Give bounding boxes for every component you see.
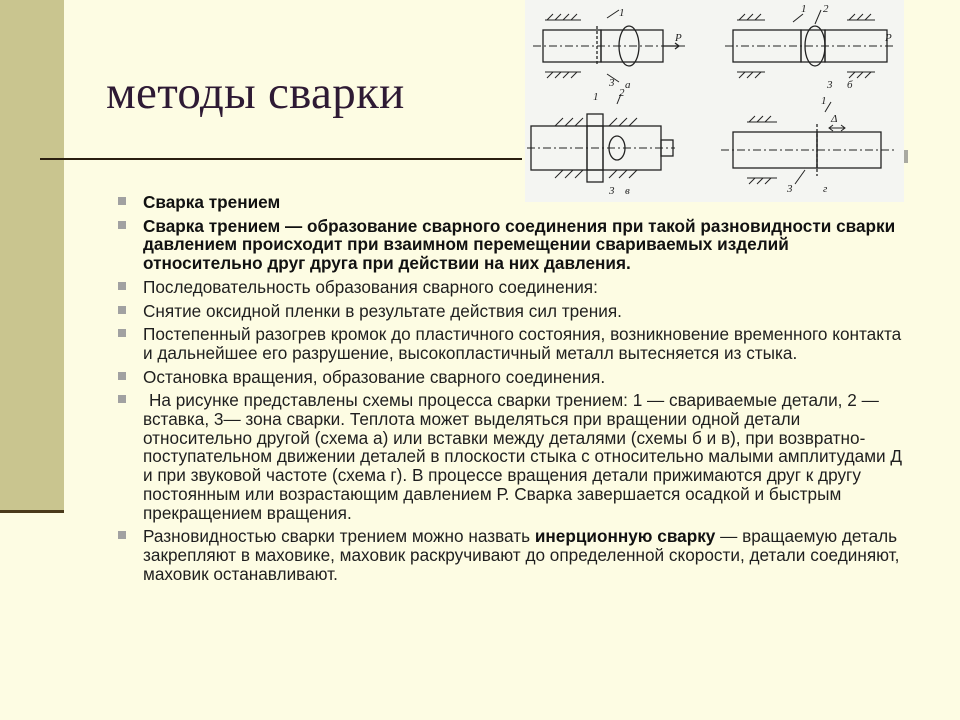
label-g-3: 3 [787, 183, 793, 195]
bullet-text: Остановка вращения, образование сварного соединения. [143, 366, 606, 387]
bullet-text: Последовательность образования сварного соединения: [143, 276, 598, 297]
bullet-text: Сварка трением — образование сварного соединения при такой разновидности сварки давлением происходит при взаимном перемещении свариваемых изделий относительно друг друга при действии на них давления. [143, 215, 896, 274]
bullet-item [118, 325, 910, 362]
bullet-item [118, 391, 910, 522]
bullet-marker [118, 329, 126, 337]
label-b-2: 2 [823, 3, 829, 15]
left-band-underline [0, 510, 64, 513]
scheme-b [725, 10, 895, 78]
bullet-item [118, 302, 910, 321]
label-a-1: 1 [619, 7, 625, 19]
label-v-2: 2 [619, 87, 625, 99]
bullet-item [118, 217, 910, 273]
bullet-text: На рисунке представлены схемы процесса сварки трением: 1 — свариваемые детали, 2 — вставка, 3— зона сварки. Теплота может выделяться при вращении одной детали относительно другой (схема а) или вставки между деталями (схемы б и в), при возвратно-поступательном движении деталей в плоскости стыка с относительно малыми амплитудами Д и при звуковой частоте (схема г). В процессе вращения детали прижимаются друг к другу постоянным или возрастающим давлением Р. Сварка завершается осадкой и быстрым прекращением вращения. [143, 390, 903, 523]
label-v-letter: в [625, 185, 630, 197]
bullet-text: Сварка трением [143, 192, 281, 212]
label-b-P: P [885, 32, 892, 44]
friction-welding-diagram [525, 0, 904, 202]
scheme-g [721, 102, 897, 184]
diagram-svg [525, 0, 904, 202]
label-b-3: 3 [827, 79, 833, 91]
bullet-item [118, 368, 910, 387]
label-g-1: 1 [821, 95, 827, 107]
label-g-delta: Δ [831, 113, 838, 125]
bullet-text: Постепенный разогрев кромок до пластичного состояния, возникновение временного контакта и дальнейшее его разрушение, высокопластичный металл вытесняется из стыка. [143, 324, 902, 363]
label-v-3: 3 [609, 185, 615, 197]
label-v-1: 1 [593, 91, 599, 103]
bullet-item [118, 193, 910, 212]
bullet-text: Снятие оксидной пленки в результате действия сил трения. [143, 300, 622, 321]
bullet-text-before: Разновидностью сварки трением можно назвать [143, 526, 535, 547]
bullet-item [118, 278, 910, 297]
label-b-1: 1 [801, 3, 807, 15]
left-decor-band [0, 0, 64, 512]
bullet-text-after: — вращаемую деталь закрепляют в маховике, маховик раскручивают до определенной скорости, детали соединяют, маховик останавливают. [143, 526, 900, 584]
bullet-marker [118, 531, 126, 539]
slide-title: методы сварки [106, 67, 405, 119]
bullet-list [118, 193, 910, 588]
bullet-marker [118, 282, 126, 290]
bullet-text-bold: инерционную сварку [534, 526, 716, 547]
bullet-item [118, 527, 910, 583]
bullet-marker [118, 372, 126, 380]
scheme-v [527, 94, 675, 182]
label-a-3: 3 [609, 77, 615, 89]
bullet-marker [118, 306, 126, 314]
bullet-marker [118, 197, 126, 205]
scheme-a [533, 10, 685, 82]
bullet-marker [118, 221, 126, 229]
label-a-letter: а [625, 79, 631, 91]
bullet-marker [118, 395, 126, 403]
label-g-letter: г [823, 183, 828, 195]
title-rule [40, 158, 522, 160]
label-b-letter: б [847, 79, 853, 91]
label-a-P: P [675, 32, 682, 44]
